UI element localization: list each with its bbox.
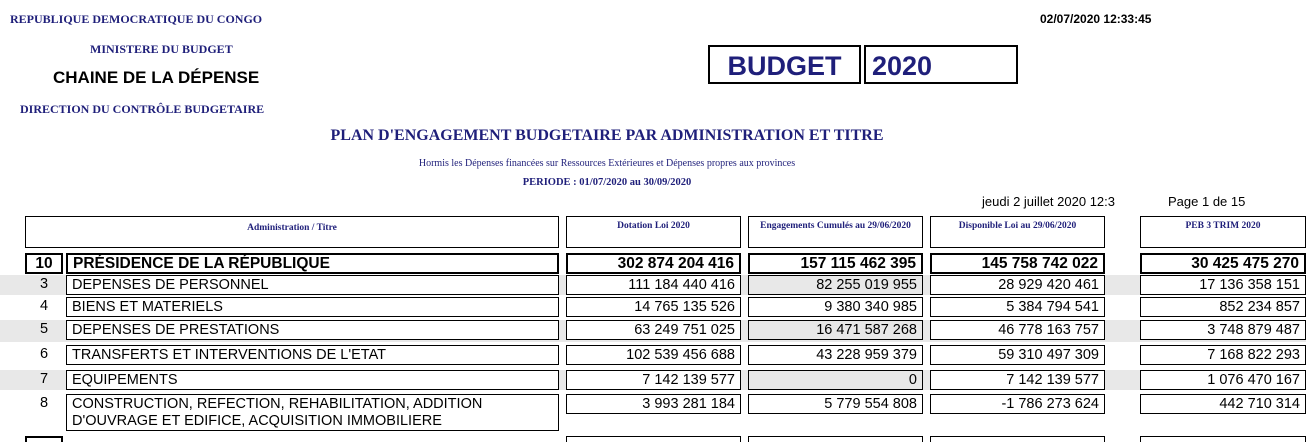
admin-label: PRÉSIDENCE DE LA RÉPUBLIQUE: [66, 253, 559, 274]
row-peb: 17 136 358 151: [1140, 275, 1306, 295]
page-indicator: Page 1 de 15: [1168, 194, 1246, 209]
table-row-administration: [0, 253, 1306, 274]
row-label: EQUIPEMENTS: [66, 370, 559, 390]
row-disponible: 5 384 794 541: [930, 297, 1105, 317]
row-code: 4: [39, 298, 49, 314]
next-row-edge: [25, 436, 63, 442]
row-engagements: 43 228 959 379: [748, 345, 923, 365]
org-republic: REPUBLIQUE DEMOCRATIQUE DU CONGO: [10, 12, 263, 26]
report-subtitle: Hormis les Dépenses financées sur Ressources Extérieures et Dépenses propres aux provinces: [418, 158, 796, 169]
row-engagements: 16 471 587 268: [748, 320, 923, 340]
row-engagements: 5 779 554 808: [748, 394, 923, 414]
table-row: [0, 320, 1306, 342]
admin-code: 10: [25, 253, 63, 274]
org-ministry: MINISTERE DU BUDGET: [90, 42, 233, 56]
report-title: PLAN D'ENGAGEMENT BUDGETAIRE PAR ADMINISTRATION ET TITRE: [330, 127, 884, 144]
row-engagements: 82 255 019 955: [748, 275, 923, 295]
row-label: TRANSFERTS ET INTERVENTIONS DE L'ETAT: [66, 345, 559, 365]
row-code: 5: [39, 321, 49, 337]
row-disponible: 28 929 420 461: [930, 275, 1105, 295]
next-row-edge: [1140, 436, 1306, 442]
col-header-disponible: Disponible Loi au 29/06/2020: [930, 216, 1105, 248]
row-code: 7: [39, 371, 49, 387]
admin-dotation: 302 874 204 416: [566, 253, 741, 274]
row-dotation: 14 765 135 526: [566, 297, 741, 317]
row-label-continued: D'OUVRAGE ET EDIFICE, ACQUISITION IMMOBILIERE: [66, 413, 559, 431]
row-disponible: 46 778 163 757: [930, 320, 1105, 340]
org-direction: DIRECTION DU CONTRÔLE BUDGETAIRE: [20, 102, 265, 116]
row-label: CONSTRUCTION, REFECTION, REHABILITATION, ADDITION: [66, 394, 559, 414]
col-header-engagements: Engagements Cumulés au 29/06/2020: [748, 216, 923, 248]
col-header-peb: PEB 3 TRIM 2020: [1140, 216, 1306, 248]
row-peb: 7 168 822 293: [1140, 345, 1306, 365]
next-row-edge: [748, 436, 923, 442]
row-dotation: 111 184 440 416: [566, 275, 741, 295]
next-row-edge: [566, 436, 741, 442]
row-peb: 3 748 879 487: [1140, 320, 1306, 340]
row-label: BIENS ET MATERIELS: [66, 297, 559, 317]
next-row-edge: [930, 436, 1105, 442]
row-peb: 852 234 857: [1140, 297, 1306, 317]
table-row: [0, 370, 1306, 390]
row-label: DEPENSES DE PRESTATIONS: [66, 320, 559, 340]
admin-engagements: 157 115 462 395: [748, 253, 923, 274]
budget-year: 2020: [864, 45, 1018, 84]
row-dotation: 63 249 751 025: [566, 320, 741, 340]
row-disponible: -1 786 273 624: [930, 394, 1105, 414]
admin-peb: 30 425 475 270: [1140, 253, 1306, 274]
org-chain: CHAINE DE LA DÉPENSE: [53, 68, 260, 87]
report-datetime: 02/07/2020 12:33:45: [1040, 12, 1152, 26]
col-header-admin: Administration / Titre: [25, 216, 559, 248]
row-dotation: 7 142 139 577: [566, 370, 741, 390]
row-disponible: 59 310 497 309: [930, 345, 1105, 365]
row-dotation: 3 993 281 184: [566, 394, 741, 414]
row-engagements: 9 380 340 985: [748, 297, 923, 317]
budget-label: BUDGET: [708, 45, 861, 84]
col-header-dotation: Dotation Loi 2020: [566, 216, 741, 248]
row-engagements: 0: [748, 370, 923, 390]
row-label: DEPENSES DE PERSONNEL: [66, 275, 559, 295]
row-dotation: 102 539 456 688: [566, 345, 741, 365]
table-row: [0, 345, 1306, 367]
table-row: [0, 394, 1306, 434]
row-code: 8: [39, 395, 49, 411]
row-code: 6: [39, 346, 49, 362]
row-disponible: 7 142 139 577: [930, 370, 1105, 390]
row-peb: 442 710 314: [1140, 394, 1306, 414]
row-peb: 1 076 470 167: [1140, 370, 1306, 390]
table-row: [0, 275, 1306, 295]
admin-disponible: 145 758 742 022: [930, 253, 1105, 274]
row-code: 3: [39, 276, 49, 292]
table-row: [0, 297, 1306, 319]
report-periode: PERIODE : 01/07/2020 au 30/09/2020: [522, 177, 692, 188]
print-date: jeudi 2 juillet 2020 12:3: [982, 194, 1115, 209]
